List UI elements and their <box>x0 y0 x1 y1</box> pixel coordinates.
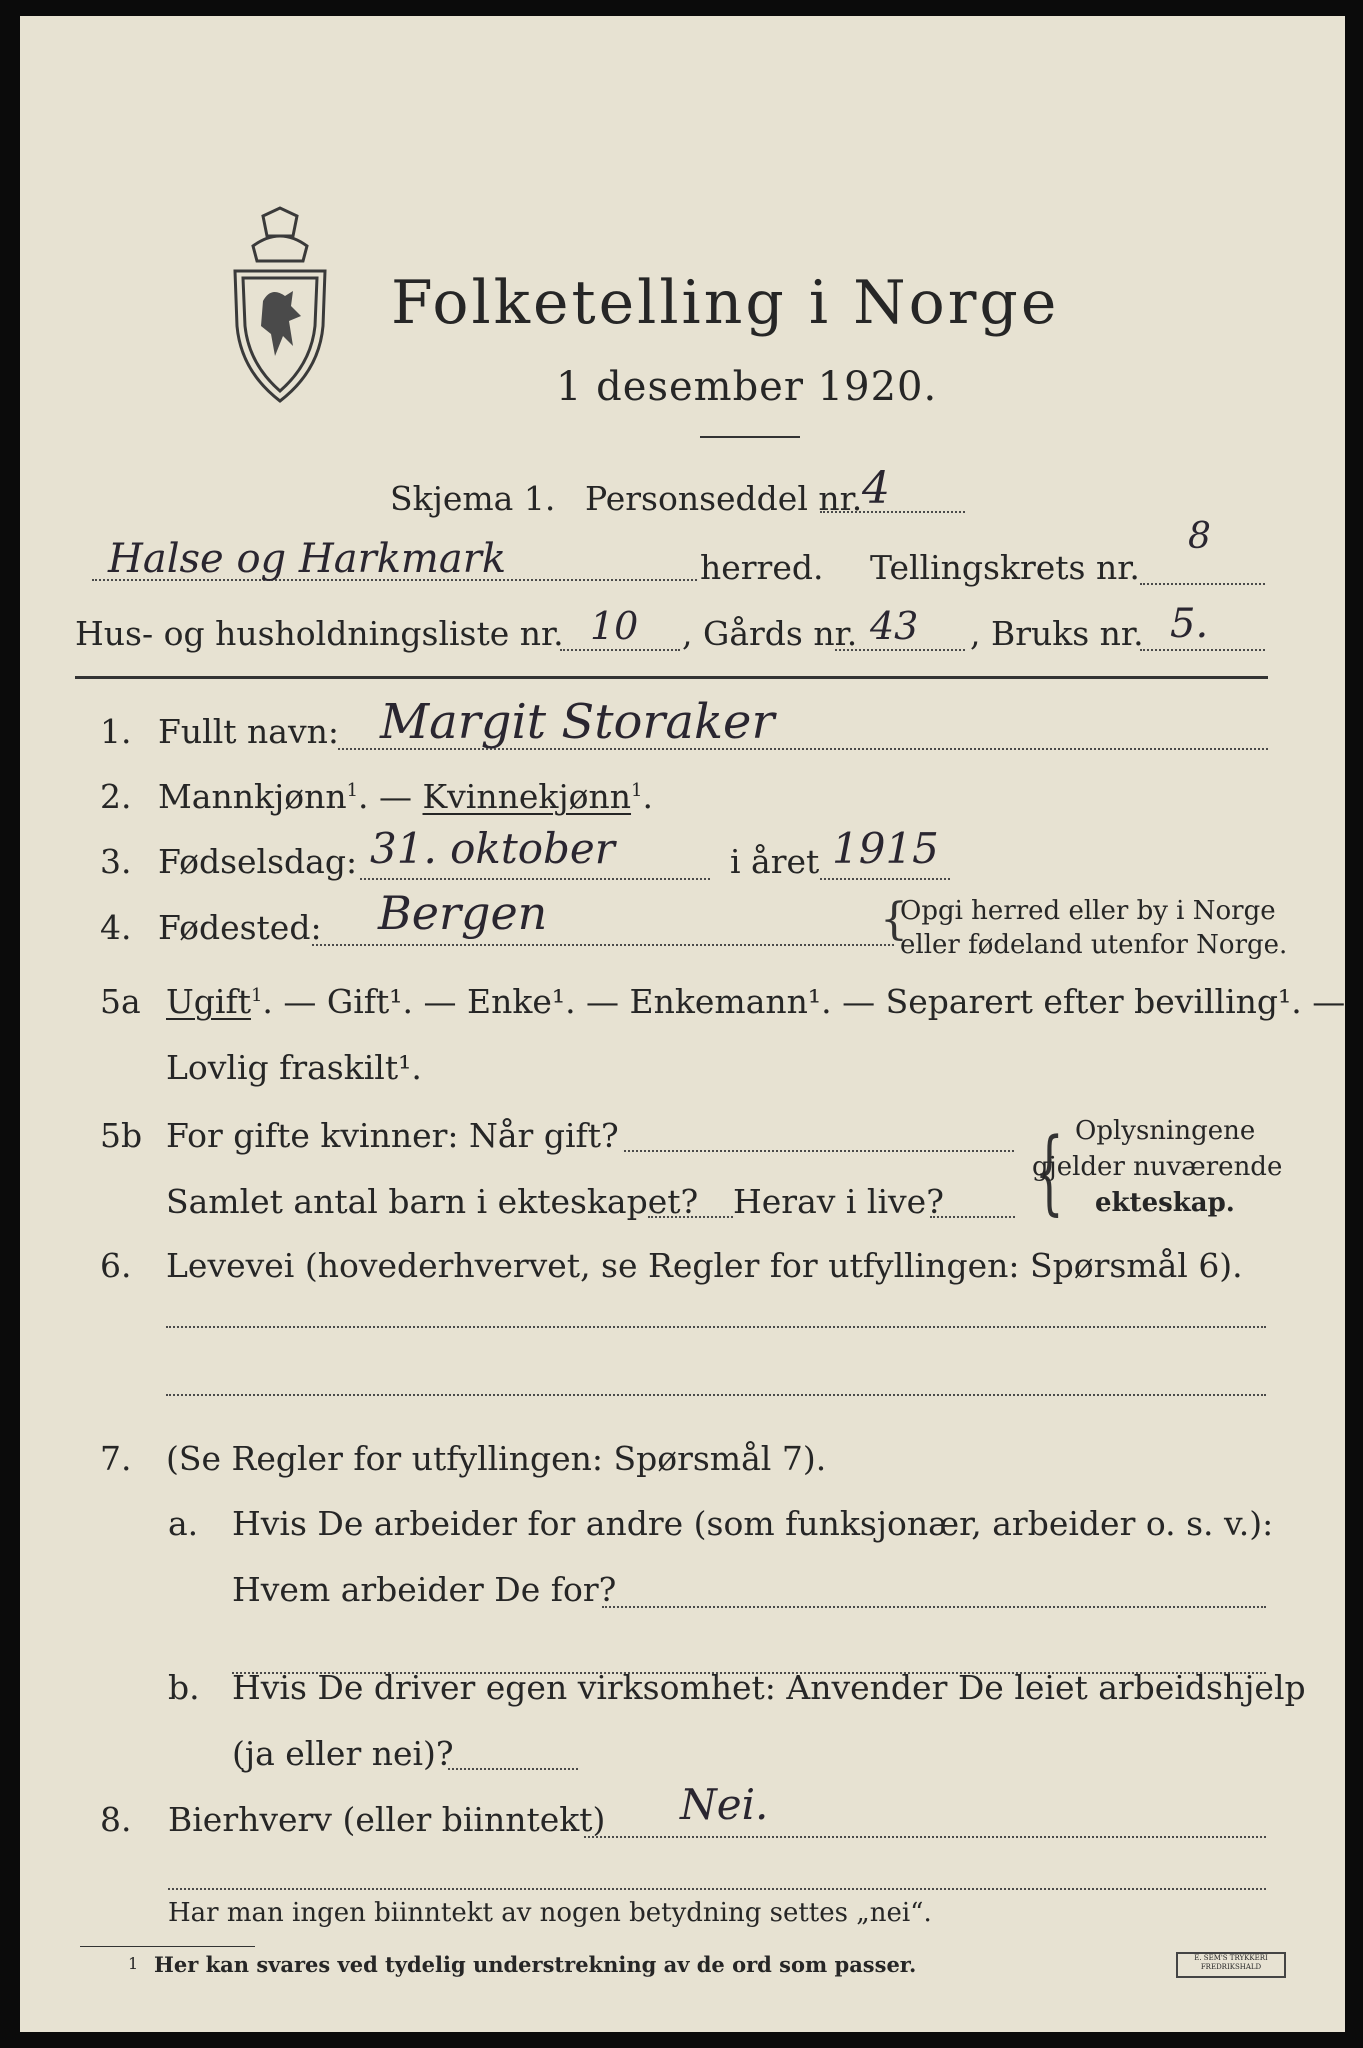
tellingskrets-label: Tellingskrets nr. <box>870 548 1140 587</box>
q2-male-option: Mannkjønn <box>158 777 347 816</box>
q6-label: Levevei (hovederhvervet, se Regler for utfyllingen: Spørsmål 6). <box>166 1246 1243 1285</box>
q5b-number: 5b <box>100 1116 143 1155</box>
q2-female-option: Kvinnekjønn <box>422 777 632 816</box>
herred-value: Halse og Harkmark <box>108 536 507 582</box>
tellingskrets-value: 8 <box>1188 516 1211 557</box>
q2-end: . <box>642 777 653 816</box>
q7a-number: a. <box>168 1504 199 1543</box>
footnote-mark: 1 <box>128 1954 139 1973</box>
q1-label: Fullt navn: <box>158 712 339 751</box>
q5b-note1: Oplysningene <box>1075 1116 1256 1146</box>
bruks-label: , Bruks nr. <box>970 614 1144 653</box>
q5b-note2: gjelder nuværende <box>1032 1152 1283 1182</box>
q5b-note3: ekteskap. <box>1095 1188 1235 1218</box>
personseddel-value: 4 <box>862 463 890 514</box>
q8-value: Nei. <box>680 1780 769 1829</box>
q5b-line2: Samlet antal barn i ekteskapet? <box>166 1182 699 1221</box>
q6-number: 6. <box>100 1246 132 1285</box>
biinntekt-note: Har man ingen biinntekt av nogen betydning settes „nei“. <box>168 1898 932 1928</box>
form-title: Folketelling i Norge <box>391 268 1060 338</box>
census-date: 1 desember 1920. <box>556 364 938 410</box>
census-form-page <box>20 16 1345 2032</box>
q4-note-line2: eller fødeland utenfor Norge. <box>900 930 1288 960</box>
q4-note-line1: Opgi herred eller by i Norge <box>900 896 1276 926</box>
footnote-text: Her kan svares ved tydelig understrekning av de ord som passer. <box>154 1952 917 1977</box>
q8-number: 8. <box>100 1800 132 1839</box>
q7b-line2: (ja eller nei)? <box>232 1734 454 1773</box>
q7-label: (Se Regler for utfyllingen: Spørsmål 7). <box>166 1439 827 1478</box>
husliste-label: Hus- og husholdningsliste nr. <box>75 614 564 653</box>
q5a-ugift-option: Ugift <box>166 982 251 1021</box>
q3-birthday-value: 31. oktober <box>370 824 615 873</box>
title-divider <box>700 436 800 438</box>
q2-number: 2. <box>100 777 132 816</box>
q1-full-name-value: Margit Storaker <box>380 694 775 750</box>
skjema-label: Skjema 1. <box>390 479 556 518</box>
q5b-herav-label: Herav i live? <box>733 1182 944 1221</box>
q5a-other-options: . — Gift¹. — Enke¹. — Enkemann¹. — Separert efter bevilling¹. — <box>262 982 1346 1021</box>
herred-label: herred. <box>700 548 824 587</box>
q7b-number: b. <box>168 1668 200 1707</box>
q3-year-label: i året <box>730 842 820 881</box>
norway-coat-of-arms-icon <box>223 206 338 406</box>
q5a-marital-line: Ugift$^1$. — Gift¹. — Enke¹. — Enkemann¹. — Separert efter bevilling¹. — <box>166 982 1346 1021</box>
q4-birthplace-value: Bergen <box>378 886 548 940</box>
q3-label: Fødselsdag: <box>158 842 358 881</box>
q5a-number: 5a <box>100 982 141 1021</box>
personseddel-label: Personseddel nr. <box>585 479 863 518</box>
q7a-line2: Hvem arbeider De for? <box>232 1570 617 1609</box>
q7b-line1: Hvis De driver egen virksomhet: Anvender De leiet arbeidshjelp <box>232 1668 1306 1707</box>
q5b-brace: { <box>1034 1118 1064 1225</box>
q2-separator: . — <box>358 777 423 816</box>
footnote-rule <box>80 1946 255 1947</box>
gards-value: 43 <box>870 604 919 648</box>
q7a-line1: Hvis De arbeider for andre (som funksjonær, arbeider o. s. v.): <box>232 1504 1274 1543</box>
q4-brace: { <box>880 894 908 945</box>
q3-year-value: 1915 <box>832 824 939 873</box>
q1-number: 1. <box>100 712 132 751</box>
q5b-line1: For gifte kvinner: Når gift? <box>166 1116 619 1155</box>
q5a-line2: Lovlig fraskilt¹. <box>166 1048 422 1087</box>
husliste-value: 10 <box>590 604 639 648</box>
q2-gender-line: Mannkjønn$^1$. — Kvinnekjønn$^1$. <box>158 777 653 816</box>
bruks-value: 5. <box>1170 601 1209 647</box>
q8-label: Bierhverv (eller biinntekt) <box>168 1800 606 1839</box>
q4-number: 4. <box>100 908 132 947</box>
q3-number: 3. <box>100 842 132 881</box>
gards-label: , Gårds nr. <box>682 614 858 653</box>
header-separator <box>75 676 1268 679</box>
q4-label: Fødested: <box>158 908 322 947</box>
printer-stamp: E. SEM'S TRYKKERI FREDRIKSHALD <box>1176 1952 1286 1978</box>
q7-number: 7. <box>100 1439 132 1478</box>
